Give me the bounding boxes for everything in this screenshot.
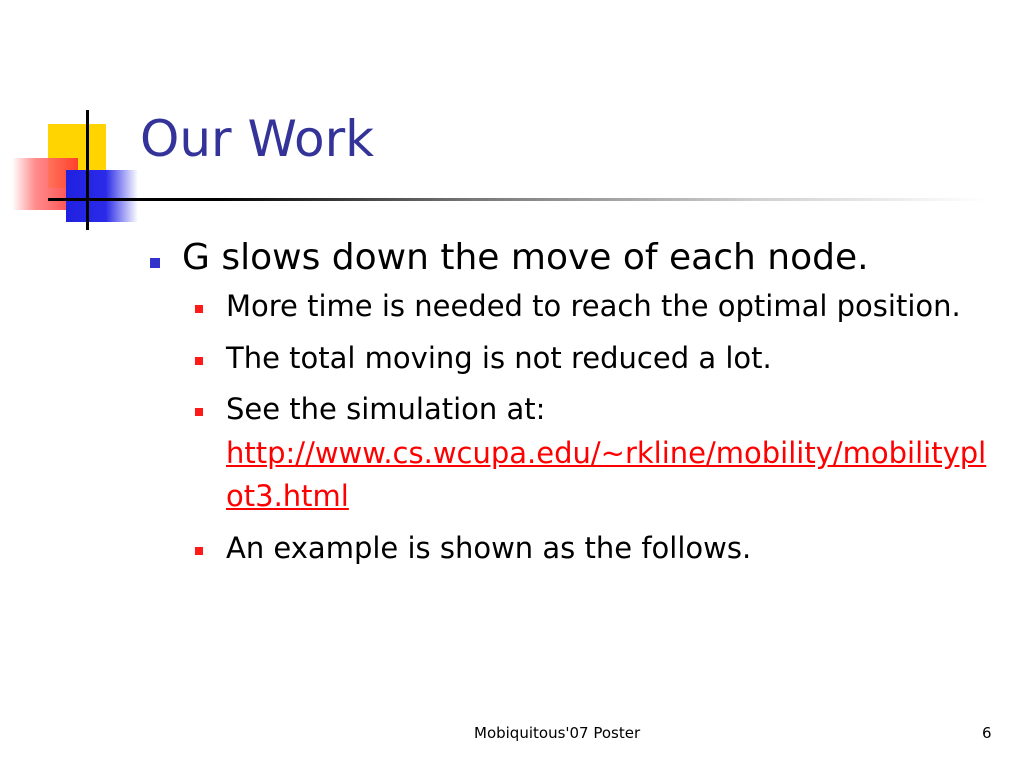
bullet-text: G slows down the move of each node. [182, 237, 869, 278]
sub-bullet-item [195, 337, 1000, 381]
slide-title: Our Work [140, 110, 375, 168]
bullet-list [150, 236, 1000, 578]
sub-bullet-item [195, 527, 1000, 571]
logo-blue-square [66, 170, 138, 222]
bullet-item [150, 236, 1000, 279]
sub-bullet-text: The total moving is not reduced a lot. [226, 340, 772, 375]
footer-text: Mobiquitous'07 Poster [474, 724, 641, 742]
square-bullet-icon [195, 305, 203, 313]
square-bullet-icon [150, 258, 160, 268]
sub-bullet-text: An example is shown as the follows. [226, 530, 752, 565]
sub-bullet-text: More time is needed to reach the optimal position. [226, 289, 961, 324]
page-number: 6 [982, 724, 992, 742]
sub-bullet-item [195, 285, 1000, 329]
square-bullet-icon [195, 357, 203, 365]
square-bullet-icon [195, 547, 203, 555]
sub-bullet-text: See the simulation at: [226, 392, 546, 427]
sub-bullet-list [195, 285, 1000, 570]
sub-bullet-item [195, 388, 1000, 519]
logo-vertical-line [86, 110, 89, 230]
square-bullet-icon [195, 408, 203, 416]
title-underline [48, 198, 988, 201]
simulation-link[interactable]: http://www.cs.wcupa.edu/~rkline/mobility/mobilityplot3.html [226, 435, 987, 514]
